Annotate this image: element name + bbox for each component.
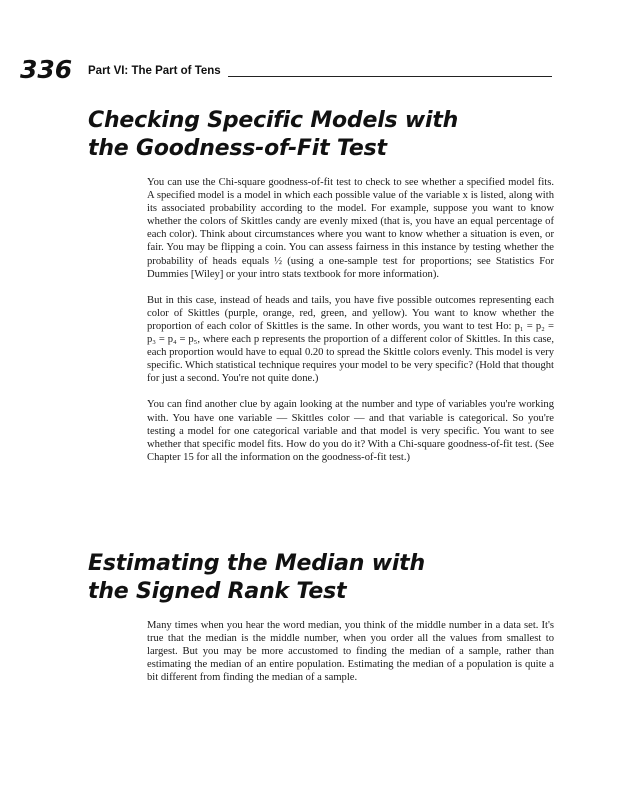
page-header xyxy=(20,56,552,84)
section-heading-goodness-of-fit xyxy=(88,107,558,163)
section-body-signed-rank xyxy=(147,619,554,697)
heading-line: Estimating the Median with xyxy=(88,551,425,576)
paragraph: But in this case, instead of heads and tails, you have five possible outcomes representing each color of Skittles (purple, orange, red, green, and yellow). You want to know whether the proportion of each color of Skittles is the same. In other words, you want to test Ho: p₁ = p₂ = p₃ = p₄ = p₅, where each p represents the proportion of a different color of Skittles. In this case, each proportion would have to equal 0.20 to spread the Skittle colors evenly. This model is very specific. Which statistical technique requires your model to be very specific? (Hold that thought for just a second. You're not quite done.) xyxy=(147,294,554,385)
heading-line: the Goodness-of-Fit Test xyxy=(88,136,387,161)
heading-line: Checking Specific Models with xyxy=(88,108,459,133)
page-number: 336 xyxy=(20,55,73,84)
paragraph: You can find another clue by again looking at the number and type of variables you're working with. You have one variable — Skittles color — and that variable is categorical. So you're testing a model for one categorical variable and that model is very specific. You want to see whether that specific model fits. How do you do it? With a Chi-square goodness-of-fit test. (See Chapter 15 for all the information on the goodness-of-fit test.) xyxy=(147,399,554,463)
header-rule xyxy=(228,76,552,77)
paragraph: Many times when you hear the word median, you think of the middle number in a data set. It's true that the median is the middle number, when you order all the values from smallest to largest. But you may be more accustomed to finding the median of a sample, rather than estimating the median of an entire population. Estimating the median of a population is quite a bit different from finding the median of a sample. xyxy=(147,620,554,684)
part-title: Part VI: The Part of Tens xyxy=(88,65,221,77)
section-body-goodness-of-fit xyxy=(147,176,554,477)
paragraph: You can use the Chi-square goodness-of-fit test to check to see whether a specified model fits. A specified model is a model in which each possible value of the variable x is listed, along with its associated probability according to the model. For example, suppose you want to know whether the colors of Skittles candy are evenly mixed (that is, you have an equal percentage of each color). Think about circumstances where you want to know whether a situation is even, or fair. You may be flipping a coin. You can assess fairness in this instance by testing whether the probability of heads equals ½ (using a one-sample test for proportions; see Statistics For Dummies [Wiley] or your intro stats textbook for more information). xyxy=(147,177,554,280)
section-heading-signed-rank xyxy=(88,550,558,606)
heading-line: the Signed Rank Test xyxy=(88,579,347,604)
